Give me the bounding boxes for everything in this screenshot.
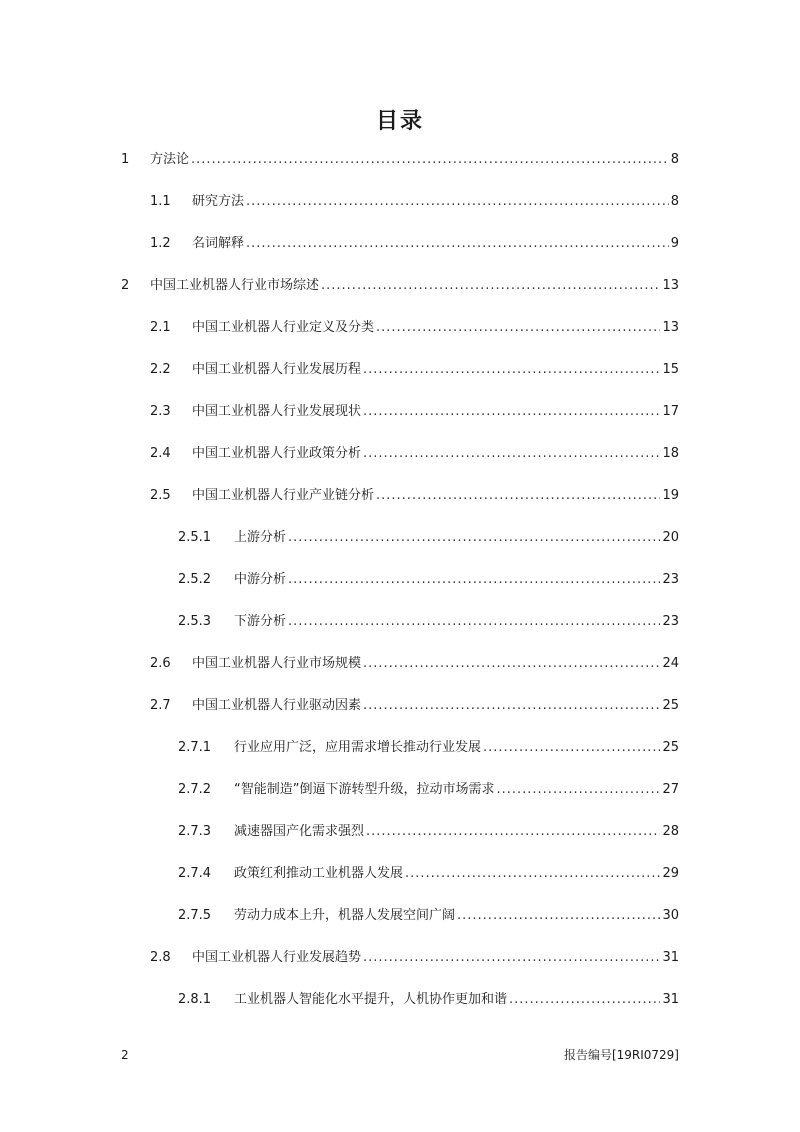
toc-entry-line [192, 444, 679, 464]
toc-entry-line [150, 276, 679, 296]
toc-entry-page: 31 [662, 992, 679, 1007]
toc-dot-leader [376, 486, 660, 506]
toc-entry[interactable] [0, 906, 800, 926]
toc-entry-page: 27 [662, 782, 679, 797]
toc-entry-number: 2.5.3 [178, 614, 212, 629]
toc-dot-leader [363, 654, 660, 674]
toc-dot-leader [246, 192, 669, 212]
toc-entry-number: 1.2 [150, 236, 171, 251]
toc-dot-leader [363, 696, 660, 716]
toc-entry-line [192, 948, 679, 968]
footer-page-number: 2 [121, 1048, 129, 1062]
toc-entry-number: 1.1 [150, 194, 171, 209]
toc-entry-line [192, 486, 679, 506]
toc-entry-number: 2.8 [150, 950, 171, 965]
toc-dot-leader [288, 570, 660, 590]
toc-entry[interactable] [0, 864, 800, 884]
toc-dot-leader [496, 780, 660, 800]
toc-entry-line [234, 738, 679, 758]
toc-entry-number: 2 [121, 278, 130, 293]
toc-entry-page: 8 [670, 152, 679, 167]
toc-entry[interactable] [0, 360, 800, 380]
toc-entry-number: 2.8.1 [178, 992, 212, 1007]
toc-entry[interactable] [0, 276, 800, 296]
toc-entry-line [192, 234, 679, 254]
toc-entry-number: 2.7.3 [178, 824, 212, 839]
toc-entry-number: 2.1 [150, 320, 171, 335]
page-footer [121, 1046, 679, 1064]
toc-entry-label: 研究方法 [192, 194, 245, 209]
toc-entry-line [234, 528, 679, 548]
toc-entry-label: 中国工业机器人行业发展趋势 [192, 950, 362, 965]
toc-entry-label: 中国工业机器人行业驱动因素 [192, 698, 362, 713]
toc-dot-leader [363, 402, 660, 422]
toc-entry-page: 25 [662, 698, 679, 713]
toc-entry-label: 中国工业机器人行业发展历程 [192, 362, 362, 377]
toc-entry-page: 13 [662, 278, 679, 293]
toc-entry-label: 政策红利推动工业机器人发展 [234, 866, 404, 881]
toc-entry-number: 2.7.1 [178, 740, 212, 755]
toc-entry-label: 行业应用广泛，应用需求增长推动行业发展 [234, 740, 482, 755]
toc-entry[interactable] [0, 738, 800, 758]
toc-entry-label: 中国工业机器人行业政策分析 [192, 446, 362, 461]
toc-entry-line [234, 822, 679, 842]
toc-entry-number: 2.2 [150, 362, 171, 377]
toc-entry-label: 减速器国产化需求强烈 [234, 824, 365, 839]
toc-entry-line [192, 360, 679, 380]
toc-entry[interactable] [0, 696, 800, 716]
toc-dot-leader [363, 360, 660, 380]
toc-entry[interactable] [0, 570, 800, 590]
toc-entry-page: 17 [662, 404, 679, 419]
toc-entry-page: 25 [662, 740, 679, 755]
toc-entry-number: 2.5 [150, 488, 171, 503]
toc-entry-number: 2.3 [150, 404, 171, 419]
toc-entry[interactable] [0, 612, 800, 632]
page-title: 目录 [375, 109, 424, 134]
toc-entry-page: 13 [662, 320, 679, 335]
toc-entry-number: 2.6 [150, 656, 171, 671]
toc-entry-label: 上游分析 [234, 530, 287, 545]
toc-entry-label: 中游分析 [234, 572, 287, 587]
toc-entry-number: 2.5.2 [178, 572, 212, 587]
toc-entry-label: 中国工业机器人行业定义及分类 [192, 320, 375, 335]
toc-dot-leader [363, 444, 660, 464]
toc-entry-line [192, 654, 679, 674]
toc-entry-label: 中国工业机器人行业发展现状 [192, 404, 362, 419]
toc-entry-number: 2.4 [150, 446, 171, 461]
toc-entry-label: 中国工业机器人行业市场规模 [192, 656, 362, 671]
toc-entry-label: 下游分析 [234, 614, 287, 629]
toc-entry-number: 2.7.2 [178, 782, 212, 797]
toc-entry-page: 31 [662, 950, 679, 965]
toc-dot-leader [321, 276, 660, 296]
toc-entry-line [234, 780, 679, 800]
toc-dot-leader [509, 990, 660, 1010]
toc-entry[interactable] [0, 528, 800, 548]
toc-entry-line [192, 192, 679, 212]
toc-entry-page: 15 [662, 362, 679, 377]
toc-dot-leader [288, 612, 660, 632]
toc-entry-page: 20 [662, 530, 679, 545]
toc-dot-leader [405, 864, 660, 884]
toc-entry-number: 2.7.5 [178, 908, 212, 923]
toc-entry[interactable] [0, 948, 800, 968]
toc-entry-line [192, 318, 679, 338]
toc-entry[interactable] [0, 402, 800, 422]
toc-dot-leader [366, 822, 660, 842]
toc-entry-line [234, 906, 679, 926]
toc-entry-page: 30 [662, 908, 679, 923]
toc-dot-leader [246, 234, 669, 254]
toc-entry[interactable] [0, 822, 800, 842]
toc-entry-page: 29 [662, 866, 679, 881]
toc-entry[interactable] [0, 780, 800, 800]
footer-report-code: 报告编号[19RI0729] [563, 1048, 679, 1062]
toc-entry-page: 23 [662, 572, 679, 587]
toc-entry-number: 2.7.4 [178, 866, 212, 881]
toc-entry-page: 23 [662, 614, 679, 629]
toc-entry-line [234, 990, 679, 1010]
toc-entry-line [234, 570, 679, 590]
toc-entry-page: 28 [662, 824, 679, 839]
toc-entry-number: 1 [121, 152, 130, 167]
toc-entry-page: 24 [662, 656, 679, 671]
toc-entry[interactable] [0, 150, 800, 170]
toc-entry[interactable] [0, 486, 800, 506]
toc-dot-leader [191, 150, 669, 170]
toc-entry-line [234, 612, 679, 632]
toc-entry-number: 2.5.1 [178, 530, 212, 545]
toc-entry-line [192, 402, 679, 422]
toc-entry-label: 方法论 [150, 152, 190, 167]
toc-dot-leader [363, 948, 660, 968]
toc-entry-page: 8 [670, 194, 679, 209]
toc-entry-label: 中国工业机器人行业产业链分析 [192, 488, 375, 503]
toc-entry-line [192, 696, 679, 716]
toc-entry[interactable] [0, 192, 800, 212]
toc-entry-label: 劳动力成本上升，机器人发展空间广阔 [234, 908, 456, 923]
toc-entry-line [234, 864, 679, 884]
toc-entry-label: “智能制造”倒逼下游转型升级，拉动市场需求 [234, 782, 495, 797]
toc-entry-number: 2.7 [150, 698, 171, 713]
toc-dot-leader [376, 318, 660, 338]
toc-entry-page: 19 [662, 488, 679, 503]
toc-dot-leader [457, 906, 660, 926]
toc-entry[interactable] [0, 654, 800, 674]
toc-entry[interactable] [0, 444, 800, 464]
toc-dot-leader [483, 738, 660, 758]
toc-entry-line [150, 150, 679, 170]
toc-entry[interactable] [0, 234, 800, 254]
toc-entry-label: 名词解释 [192, 236, 245, 251]
toc-entry[interactable] [0, 990, 800, 1010]
toc-entry-label: 中国工业机器人行业市场综述 [150, 278, 320, 293]
toc-dot-leader [288, 528, 660, 548]
toc-entry-page: 9 [670, 236, 679, 251]
toc-entry-page: 18 [662, 446, 679, 461]
toc-entry-label: 工业机器人智能化水平提升，人机协作更加和谐 [234, 992, 508, 1007]
toc-entry[interactable] [0, 318, 800, 338]
